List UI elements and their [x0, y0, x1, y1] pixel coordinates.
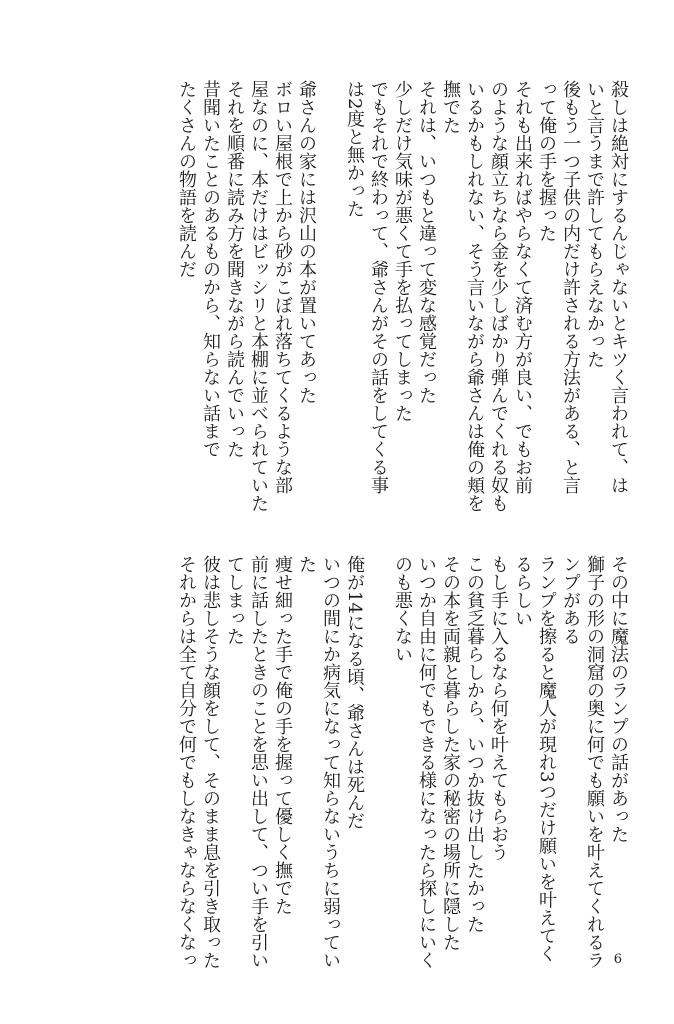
text-line: 少しだけ気味が悪くて手を払ってしまった	[392, 80, 413, 422]
text-line: た	[296, 555, 317, 573]
text-line: てしまった	[224, 555, 245, 645]
text-line: ンプがある	[560, 555, 581, 645]
paragraph-gap	[366, 555, 390, 985]
text-line: もし手に入るなら何を叶えてもらおう	[488, 555, 509, 861]
page-number: 6	[613, 952, 622, 967]
text-line: それは、いつもと違って変な感覚だった	[416, 80, 437, 404]
text-line: それを順番に読み方を聞きながら読んでいった	[224, 80, 245, 458]
text-line: 俺が14になる頃、爺さんは死んだ	[344, 555, 365, 830]
text-line: って俺の手を握った	[536, 80, 557, 242]
text-line: その本を両親と暮らした家の秘密の場所に隠した	[440, 555, 461, 951]
text-line: それからは全て自分で何でもしなきゃならなくなっ	[176, 555, 197, 969]
text-line: ランプを擦ると魔人が現れ3つだけ願いを叶えてく	[536, 555, 557, 963]
text-line: いつか自由に何でもできる様になったら探しにいく	[416, 555, 437, 969]
text-line: たくさんの物語を読んだ	[176, 80, 197, 278]
text-block-top	[174, 80, 630, 540]
text-line: 撫でた	[440, 80, 461, 134]
text-line: は2度と無かった	[344, 80, 365, 218]
paragraph-gap	[318, 80, 342, 540]
text-line: のような顔立ちなら金を少しばかり弾んでくれる奴も	[488, 80, 509, 512]
text-line: その中に魔法のランプの話があった	[608, 555, 629, 843]
text-line: 昔聞いたことのあるものから、知らない話まで	[200, 80, 221, 458]
text-line: 後もう一つ子供の内だけ許される方法がある、と言	[560, 80, 581, 494]
text-line: でもそれで終わって、爺さんがその話をしてくる事	[368, 80, 389, 494]
text-line: 屋なのに、本だけはビッシリと本棚に並べられていた	[248, 80, 269, 512]
text-line: 彼は悲しそうな顔をして、そのまま息を引き取った	[200, 555, 221, 969]
text-line: それも出来ればやらなくて済む方が良い、でもお前	[512, 80, 533, 494]
text-line: この貧乏暮らしから、いつか抜け出したかった	[464, 555, 485, 933]
text-line: ボロい屋根で上から砂がこぼれ落ちてくるような部	[272, 80, 293, 494]
text-line: 爺さんの家には沢山の本が置いてあった	[296, 80, 317, 404]
text-line: いと言うまで許してもらえなかった	[584, 80, 605, 368]
text-line: るらしい	[512, 555, 533, 627]
text-line: 前に話したときのことを思い出して、つい手を引い	[248, 555, 269, 969]
text-line: いるかもしれない、そう言いながら爺さんは俺の頬を	[464, 80, 485, 512]
text-line: 獅子の形の洞窟の奥に何でも願いを叶えてくれるラ	[584, 555, 605, 969]
text-block-bottom	[174, 555, 630, 985]
text-line: 殺しは絶対にするんじゃないとキツく言われて、は	[608, 80, 629, 494]
text-line: 痩せ細った手で俺の手を握って優しく撫でた	[272, 555, 293, 915]
text-line: いつの間にか病気になって知らないうちに弱ってい	[320, 555, 341, 969]
text-line: のも悪くない	[392, 555, 413, 663]
